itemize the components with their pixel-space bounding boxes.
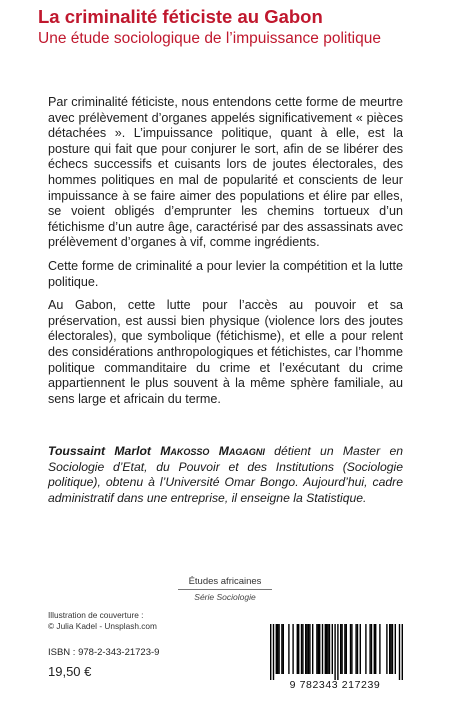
barcode-bar [276,624,277,674]
back-cover-blurb [48,95,403,415]
collection-block [160,576,290,603]
barcode-bar [308,624,309,674]
barcode-bar [379,624,380,674]
author-first-names: Toussaint Marlot [48,444,151,458]
credit-source: © Julia Kadel - Unsplash.com [48,620,157,631]
barcode-bar [344,624,345,674]
blurb-paragraph-1: Par criminalité féticiste, nous entendons cette forme de meurtre avec prélèvement d’organes appelés significativement « pièces détachées ». L’impuissance politique, quant à elle, est la posture qui fait que pour conjurer le sort, afin de se libérer des échecs successifs et cuisants lors de joutes électorales, des hommes politiques en mal de popularité et conscients de leur impuissance à se faire aimer des populations et élire par elles, se voient obligés d’emprunter les chemins tortueux d’un fétichisme d’un autre âge, caractérisé par des assassinats avec prélèvement d’organes à vif, comme ingrédients. [48,95,403,250]
barcode-bar [298,624,299,674]
barcode-bar [350,624,351,674]
barcode-bar [281,624,282,674]
barcode-bar [346,624,347,674]
barcode-bar [325,624,326,674]
barcode-bars [260,624,410,680]
barcode-bar [305,624,306,674]
barcode-bar [390,624,391,674]
barcode-bar [369,624,370,674]
barcode-bar [341,624,342,674]
barcode-bar [374,624,375,674]
barcode-bar [329,624,330,674]
book-title: La criminalité féticiste au Gabon [38,6,323,27]
barcode-bar [402,624,403,680]
cover-credit [48,610,157,631]
isbn: ISBN : 978-2-343-21723-9 [48,647,160,658]
barcode-bar [302,624,303,674]
barcode-bar [334,624,335,680]
barcode-bar [365,624,366,674]
barcode-bar [327,624,328,674]
barcode-bar [332,624,333,674]
author-bio [48,444,403,506]
barcode [260,624,410,690]
barcode-bar [399,624,400,680]
barcode-bar [306,624,307,674]
blurb-paragraph-2: Cette forme de criminalité a pour levier la compétition et la lutte politique. [48,258,403,289]
barcode-bar [392,624,393,674]
barcode-bar [270,624,271,680]
barcode-bar [337,624,338,680]
barcode-bar [283,624,284,674]
barcode-bar [292,624,293,674]
barcode-bar [309,624,310,674]
barcode-bar [357,624,358,674]
barcode-bar [297,624,298,674]
barcode-bar [319,624,320,674]
barcode-bar [395,624,396,674]
barcode-bar [288,624,289,674]
barcode-bar [322,624,323,674]
barcode-bar [389,624,390,674]
blurb-paragraph-3: Au Gabon, cette lutte pour l’accès au pouvoir et sa préservation, est aussi bien physique (violence lors des joutes électorales), que symbolique (fétichisme), et elle a pour relent des considérations anthropologiques et fétichistes, car l’homme politique commanditaire du crime et l’exécutant du crime appartiennent le plus souvent à la même sphère familiale, au sens large et africain du terme. [48,298,403,406]
barcode-bar [386,624,387,674]
barcode-bar [371,624,372,674]
barcode-bar [277,624,278,674]
barcode-bar [278,624,279,674]
barcode-bar [318,624,319,674]
author-bio-text: détient un Master en Sociologie d’Etat, du Pouvoir et des Institutions (Sociologie politique), obtenu à l’Université Omar Bongo. Aujourd’hui, cadre administratif dans une entreprise, il enseigne la Statistique. [48,444,403,505]
barcode-bar [375,624,376,674]
price: 19,50 € [48,664,92,679]
collection-name: Études africaines [188,576,262,587]
collection-series: Série Sociologie [194,592,256,602]
barcode-bar [355,624,356,674]
barcode-bar [312,624,313,674]
barcode-digits: 9 782343 217239 [289,679,381,691]
barcode-bar [360,624,361,674]
barcode-bar [340,624,341,674]
credit-label: Illustration de couverture : [48,610,144,620]
barcode-bar [326,624,327,674]
barcode-bar [273,624,274,680]
author-surname: Makosso Magagni [160,444,265,458]
barcode-bar [316,624,317,674]
book-subtitle: Une étude sociologique de l’impuissance politique [38,30,381,47]
collection-divider [178,589,272,590]
barcode-bar [351,624,352,674]
barcode-bar [301,624,302,674]
